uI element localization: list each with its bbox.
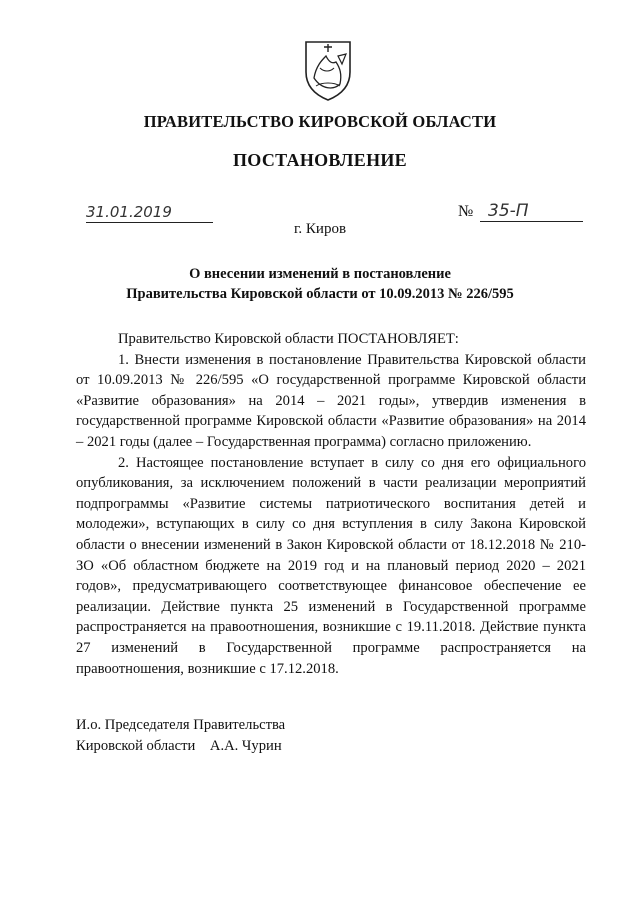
body-paragraph-2: 2. Настоящее постановление вступает в силу со дня его официального опубликования, за исключением положений в части реализации мероприятий подпрограммы «Развитие системы патриотического воспитания детей и молодежи», вступающих в силу со дня вступления в силу Закона Кировской области о внесении изменений в Закон Кировской области от 18.12.2018 № 210-ЗО «Об областном бюджете на 2019 год и на плановый период 2020 – 2021 годов», предусматривающего соответствующее финансовое обеспечение ее реализации. Действие пункта 25 изменений в Государственной программе распространяется на правоотношения, возникшие с 19.11.2018. Действие пункта 27 изменений в Государственной программе распространяется на правоотношения, возникшие с 17.12.2018. (76, 454, 586, 677)
date-field (86, 200, 213, 223)
subject-heading (0, 264, 640, 304)
subject-line-1: О внесении изменений в постановление (189, 266, 451, 282)
date-value: 31.01.2019 (86, 203, 172, 221)
number-label: № (458, 203, 474, 220)
body-paragraph-1: 1. Внести изменения в постановление Правительства Кировской области от 10.09.2013 № 226/595 «О государственной программе Кировской области «Развитие образования» на 2014 – 2021 годы», утвердив изменения в государственной программе Кировской области «Развитие образования» на 2014 – 2021 годы (далее – Государственная программа) согласно приложению. (76, 351, 586, 450)
coat-of-arms-icon (302, 38, 354, 102)
organization-title: ПРАВИТЕЛЬСТВО КИРОВСКОЙ ОБЛАСТИ (143, 112, 497, 131)
subject-line-2: Правительства Кировской области от 10.09.2013 № 226/595 (126, 286, 514, 302)
signature-line-1: И.о. Председателя Правительства (76, 717, 286, 733)
document-type: ПОСТАНОВЛЕНИЕ (233, 150, 407, 170)
city: г. Киров (293, 221, 347, 237)
body-intro: Правительство Кировской области ПОСТАНОВЛЯЕТ: (118, 331, 459, 347)
document-body (76, 329, 586, 679)
number-field (458, 200, 583, 222)
number-value: 35-П (488, 201, 529, 221)
signature-block (76, 715, 285, 757)
signature-line-2: Кировской области А.А. Чурин (76, 738, 282, 754)
